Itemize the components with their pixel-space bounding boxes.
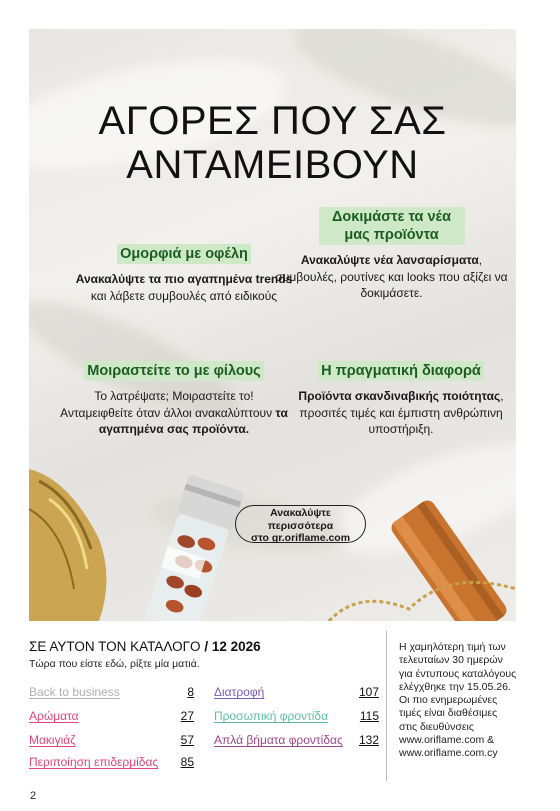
title-line-1: ΑΓΟΡΕΣ ΠΟΥ ΣΑΣ — [98, 99, 447, 143]
feature-block — [74, 244, 294, 304]
catalogue-contents — [29, 631, 516, 781]
feature-heading: Δοκιμάστε τα νέα μας προϊόντα — [319, 207, 465, 245]
toc-item[interactable] — [29, 733, 194, 747]
toc-label: Διατροφή — [214, 685, 265, 699]
contents-subtitle: Τώρα που είστε εδώ, ρίξτε μία ματιά. — [29, 658, 200, 670]
feature-text: Ανακαλύψτε νέα λανσαρίσματα, συμβουλές, ρουτίνες και looks που αξίζει να δοκιμάσετε. — [275, 253, 508, 300]
toc-page: 107 — [358, 685, 379, 699]
toc-item[interactable] — [29, 755, 194, 769]
issue-number: / 12 2026 — [200, 639, 261, 654]
feature-heading: Μοιραστείτε το με φίλους — [84, 361, 263, 381]
toc-label: Περιποίηση επιδερμίδας — [29, 755, 159, 769]
feature-heading: Ομορφιά με οφέλη — [117, 244, 251, 264]
toc-page: 27 — [180, 709, 194, 723]
copper-tube-illustration — [388, 497, 509, 621]
toc-label: Back to business — [29, 685, 120, 699]
feature-text: Ανακαλύψτε τα πιο αγαπημένα trends και λάβετε συμβουλές από ειδικούς — [75, 272, 293, 303]
toc-page: 132 — [358, 733, 379, 747]
cta-line: περισσότερα — [267, 519, 334, 532]
toc-page: 8 — [187, 685, 194, 699]
discover-more-link[interactable] — [235, 505, 366, 543]
capsule-bottle-illustration — [143, 474, 245, 621]
cta-line: στο gr.oriflame.com — [250, 532, 351, 544]
gold-bracelet-illustration — [29, 469, 107, 621]
column-divider — [386, 631, 387, 781]
title-line-2: ΑΝΤΑΜΕΙΒΟΥΝ — [126, 143, 419, 187]
feature-block — [287, 361, 515, 438]
feature-text: Το λατρέψατε; Μοιραστείτε το! Ανταμειφθείτε όταν άλλοι ανακαλύπτουν τα αγαπημένα σας προϊόντα. — [60, 389, 288, 436]
hero-image — [29, 29, 516, 621]
cta-line: Ανακαλύψτε — [270, 507, 331, 519]
toc-item[interactable] — [214, 685, 379, 699]
contents-title: ΣΕ ΑΥΤΟΝ ΤΟΝ ΚΑΤΑΛΟΓΟ / 12 2026 — [29, 639, 261, 654]
toc-label: Μακιγιάζ — [29, 733, 76, 747]
feature-heading: Η πραγματική διαφορά — [318, 361, 484, 381]
toc-item[interactable] — [214, 733, 379, 747]
toc-page: 57 — [180, 733, 194, 747]
toc-page: 115 — [359, 709, 379, 723]
toc-item[interactable] — [29, 685, 194, 699]
page-number: 2 — [30, 790, 37, 802]
toc-label: Απλά βήματα φροντίδας — [214, 733, 343, 747]
feature-text: Προϊόντα σκανδιναβικής ποιότητας, προσιτές τιμές και έμπιστη ανθρώπινη υποστήριξη. — [298, 389, 504, 436]
toc-item[interactable] — [214, 709, 379, 723]
feature-block — [59, 361, 289, 438]
toc-page: 85 — [180, 755, 194, 769]
toc-label: Αρώματα — [29, 709, 79, 723]
toc-label: Προσωπική φροντίδα — [214, 709, 329, 723]
price-note: Η χαμηλότερη τιμή των τελευταίων 30 ημερών για έντυπους καταλόγους ελέγχθηκε την 15.05.26. Οι πιο ενημερωμένες τιμές είναι διαθέσιμες στις διευθύνσεις www.oriflame.com & www.oriflame.com.cy — [399, 641, 517, 760]
page-title — [29, 99, 516, 187]
feature-block — [274, 207, 509, 302]
toc-item[interactable] — [29, 709, 194, 723]
